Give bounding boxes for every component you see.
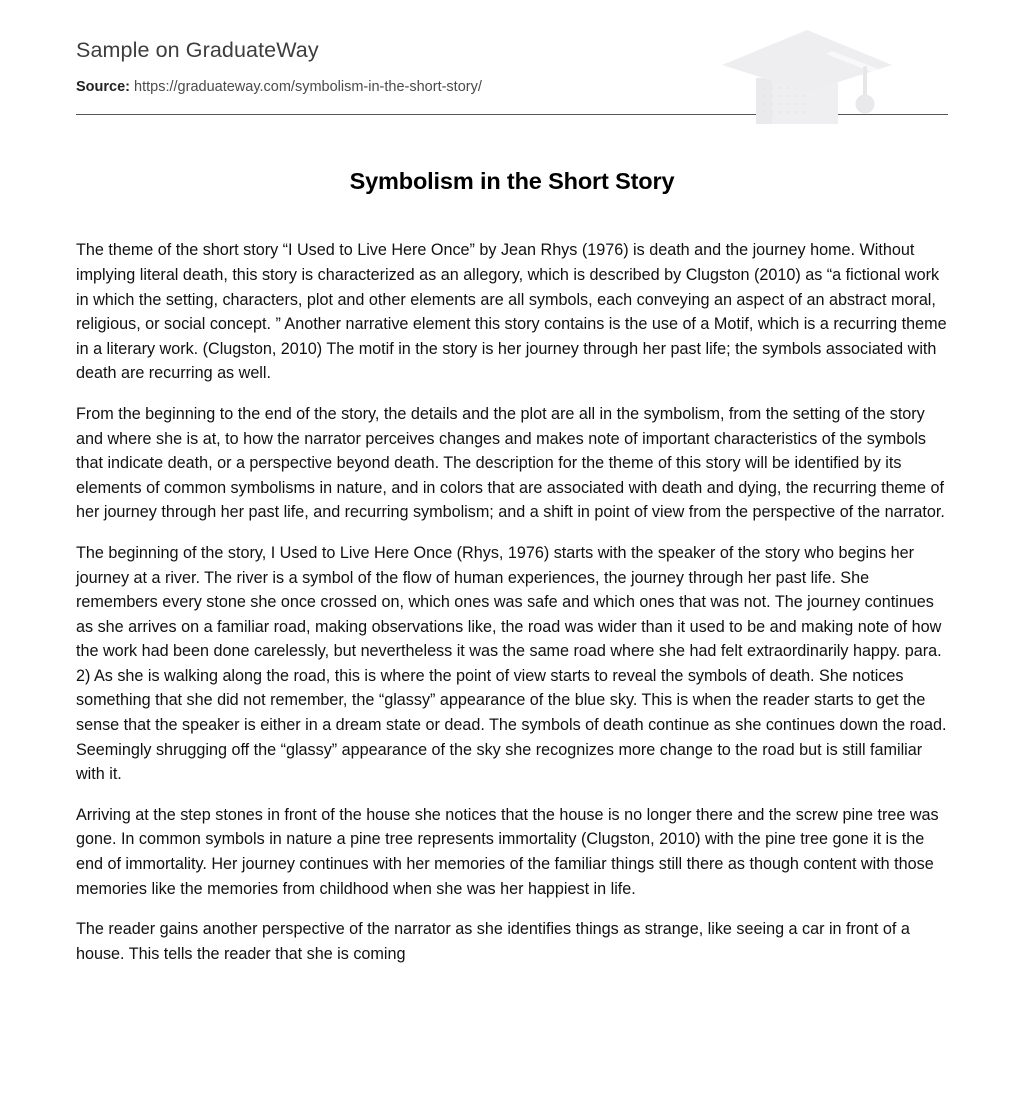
document-body: [76, 196, 948, 966]
source-url[interactable]: https://graduateway.com/symbolism-in-the-short-story/: [134, 78, 482, 95]
site-title: Sample on GraduateWay: [76, 38, 319, 62]
body-paragraph: The beginning of the story, I Used to Live Here Once (Rhys, 1976) starts with the speaker of the story who begins her journey at a river. The river is a symbol of the flow of human experiences, the journey through her past life. She remembers every stone she once crossed on, which ones was safe and which ones that was not. The journey continues as she arrives on a familiar road, making observations like, the road was wider than it used to be and making note of how the work had been done carelessly, but nevertheless it was the same road where she had felt extraordinarily happy. para. 2) As she is walking along the road, this is where the point of view starts to reveal the symbols of death. She notices something that she did not remember, the “glassy” appearance of the blue sky. This is when the reader starts to get the sense that the speaker is either in a dream state or dead. The symbols of death continue as she continues down the road. Seemingly shrugging off the “glassy” appearance of the sky she recognizes more change to the road but is still familiar with it.: [76, 543, 947, 784]
source-line: [76, 78, 948, 96]
body-paragraph: Arriving at the step stones in front of the house she notices that the house is no longer there and the screw pine tree was gone. In common symbols in nature a pine tree represents immortality (Clugston, 2010) with the pine tree gone it is the end of immortality. Her journey continues with her memories of the familiar things still there as though content with those memories like the memories from childhood when she was her happiest in life.: [76, 805, 939, 898]
source-label: Source:: [76, 78, 130, 95]
document-header: [76, 0, 948, 95]
page-title: Symbolism in the Short Story: [349, 168, 675, 194]
body-paragraph: The reader gains another perspective of the narrator as she identifies things as strange, like seeing a car in front of a house. This tells the reader that she is coming: [76, 920, 910, 963]
body-paragraph: The theme of the short story “I Used to Live Here Once” by Jean Rhys (1976) is death and the journey home. Without implying literal death, this story is characterized as an allegory, which is described by Clugston (2010) as “a fictional work in which the setting, characters, plot and other elements are all symbols, each conveying an aspect of an abstract moral, religious, or social concept. ” Another narrative element this story contains is the use of a Motif, which is a recurring theme in a literary work. (Clugston, 2010) The motif in the story is her journey through her past life; the symbols associated with death are recurring as well.: [76, 241, 947, 383]
body-paragraph: From the beginning to the end of the story, the details and the plot are all in the symbolism, from the setting of the story and where she is at, to how the narrator perceives changes and makes note of important characteristics of the symbols that indicate death, or a perspective beyond death. The description for the theme of this story will be identified by its elements of common symbolisms in nature, and in colors that are associated with death and dying, the recurring theme of her journey through her past life, and recurring symbolism; and a shift in point of view from the perspective of the narrator.: [76, 404, 945, 522]
